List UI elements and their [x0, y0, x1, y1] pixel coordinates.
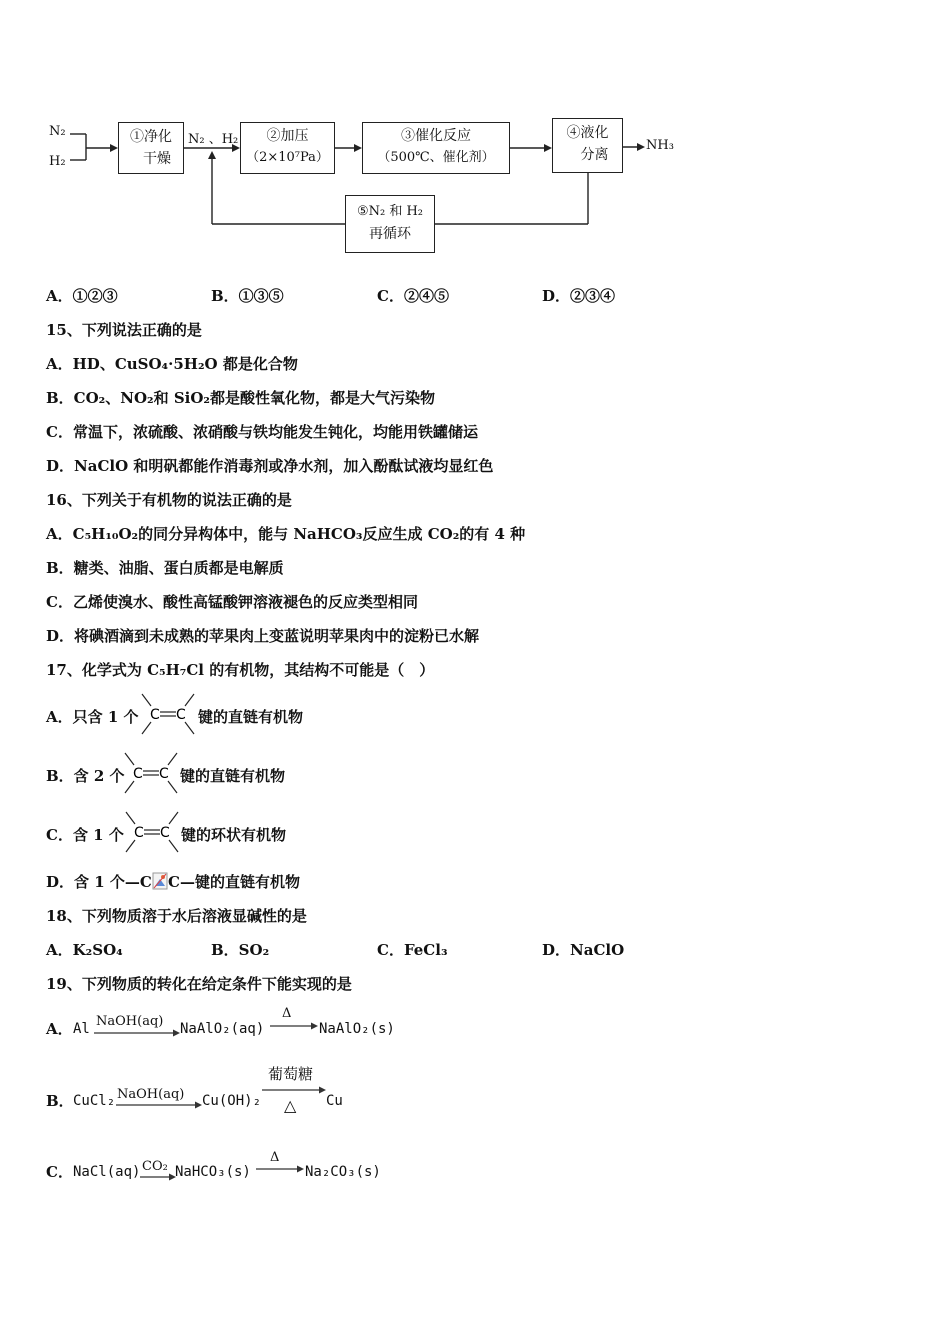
purify-dry-box [118, 122, 184, 174]
q15-option-c: C．常温下，浓硫酸、浓硝酸与铁均能发生钝化，均能用铁罐储运 [46, 423, 478, 441]
q19-option-b-label: B． [46, 1092, 74, 1110]
bond-atom-right: C [159, 766, 169, 782]
q16-option-b: B．糖类、油脂、蛋白质都是电解质 [46, 559, 284, 577]
q19-option-a-label: A． [46, 1020, 73, 1038]
bond-atom-left: C [133, 766, 143, 782]
q19-b-species-1: CuCl₂ [73, 1093, 116, 1109]
q14-option-d: D．②③④ [542, 287, 616, 305]
input-h2: H₂ [49, 154, 66, 169]
q17-option-b-suffix: 键的直链有机物 [180, 767, 286, 785]
bond-atom-left: C [134, 825, 144, 841]
q18-option-b: B．SO₂ [211, 941, 270, 959]
q14-option-b: B．①③⑤ [211, 287, 284, 305]
q19-a-species-2: NaAlO₂(aq) [180, 1021, 265, 1037]
q18-stem: 18、下列物质溶于水后溶液显碱性的是 [46, 907, 307, 925]
q16-option-c: C．乙烯使溴水、酸性高锰酸钾溶液褪色的反应类型相同 [46, 593, 418, 611]
q19-a-species-3: NaAlO₂(s) [319, 1021, 395, 1037]
catalytic-reaction-box [362, 122, 510, 174]
reaction-arrow [138, 1172, 178, 1182]
q15-option-d: D．NaClO 和明矾都能作消毒剂或净水剂，加入酚酞试液均显红色 [46, 457, 494, 475]
q16-option-d: D．将碘酒滴到未成熟的苹果肉上变蓝说明苹果肉中的淀粉已水解 [46, 627, 480, 645]
q19-c-species-2: NaHCO₃(s) [175, 1164, 251, 1180]
box3-line2: （500℃、催化剂） [377, 150, 495, 165]
pressurize-box [240, 122, 335, 174]
q18-option-c: C．FeCl₃ [377, 941, 448, 959]
double-bond-a [138, 692, 198, 736]
q19-b-condition-1: NaOH(aq) [117, 1087, 185, 1102]
box2-line1: ②加压 [266, 128, 309, 144]
liquefy-separate-box [552, 118, 623, 173]
box5-line2: 再循环 [369, 226, 411, 242]
q19-a-condition-1: NaOH(aq) [96, 1014, 164, 1029]
q19-b-species-3: Cu [326, 1093, 343, 1109]
box4-line2: 分离 [580, 147, 609, 163]
broken-image-icon [152, 872, 168, 890]
box5-line1: ⑤N₂ 和 H₂ [356, 204, 424, 219]
double-bond-b [121, 751, 181, 795]
reaction-arrow [92, 1028, 182, 1038]
mid-gas-label: N₂ 、H₂ [188, 132, 239, 147]
reaction-arrow [114, 1100, 204, 1110]
q17-option-b-prefix: B．含 2 个 [46, 767, 125, 785]
box2-line2: （2×10⁷Pa） [246, 150, 329, 165]
bond-atom-right: C [160, 825, 170, 841]
q17-option-a-prefix: A．只含 1 个 [46, 708, 139, 726]
q19-b-condition-2-top: 葡萄糖 [268, 1065, 314, 1083]
q17-stem: 17、化学式为 C₅H₇Cl 的有机物，其结构不可能是（ ） [46, 661, 435, 679]
q17-option-d-prefix: D．含 1 个—C [46, 873, 152, 891]
q15-option-a: A．HD、CuSO₄·5H₂O 都是化合物 [46, 355, 298, 373]
q16-option-a: A．C₅H₁₀O₂的同分异构体中，能与 NaHCO₃反应生成 CO₂的有 4 种 [46, 525, 526, 543]
q17-option-c-prefix: C．含 1 个 [46, 826, 124, 844]
box1-line1: ①净化 [130, 129, 172, 145]
input-n2: N₂ [49, 124, 66, 139]
q19-a-condition-2: Δ [282, 1006, 292, 1021]
q17-option-d-suffix: C—键的直链有机物 [168, 873, 300, 891]
box1-line2: 干燥 [143, 151, 171, 167]
output-nh3: NH₃ [646, 138, 674, 153]
box3-line1: ③催化反应 [401, 128, 471, 144]
q19-stem: 19、下列物质的转化在给定条件下能实现的是 [46, 975, 352, 993]
reaction-arrow [254, 1164, 306, 1174]
q19-b-species-2: Cu(OH)₂ [202, 1093, 262, 1109]
q19-c-species-1: NaCl(aq) [73, 1164, 141, 1180]
bond-atom-left: C [150, 707, 160, 723]
q18-option-a: A．K₂SO₄ [46, 941, 123, 959]
reaction-arrow [260, 1085, 328, 1095]
q19-c-condition-1: CO₂ [142, 1159, 168, 1174]
q15-option-b: B．CO₂、NO₂和 SiO₂都是酸性氧化物，都是大气污染物 [46, 389, 435, 407]
double-bond-c [122, 810, 182, 854]
q14-option-a: A．①②③ [46, 287, 118, 305]
bond-atom-right: C [176, 707, 186, 723]
q17-option-c-suffix: 键的环状有机物 [181, 826, 287, 844]
recycle-box [345, 195, 435, 253]
q17-option-a-suffix: 键的直链有机物 [198, 708, 304, 726]
q16-stem: 16、下列关于有机物的说法正确的是 [46, 491, 292, 509]
q15-stem: 15、下列说法正确的是 [46, 321, 202, 339]
q19-b-condition-2-bottom: △ [284, 1096, 297, 1115]
q18-option-d: D．NaClO [542, 941, 625, 959]
reaction-arrow [268, 1021, 320, 1031]
box4-line1: ④液化 [566, 125, 609, 141]
q19-c-condition-2: Δ [270, 1150, 280, 1165]
q14-option-c: C．②④⑤ [377, 287, 449, 305]
q19-option-c-label: C． [46, 1163, 73, 1181]
q19-a-species-1: Al [73, 1021, 90, 1037]
q19-c-species-3: Na₂CO₃(s) [305, 1164, 381, 1180]
